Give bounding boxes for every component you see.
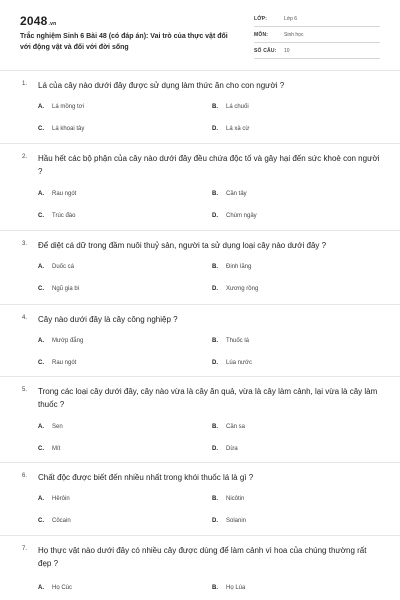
option-text: Lá khoai tây [52, 126, 85, 132]
option-b[interactable] [212, 191, 247, 197]
divider [0, 230, 400, 231]
option-letter: D. [212, 213, 218, 219]
option-b[interactable] [212, 496, 244, 502]
option-letter: A. [38, 338, 44, 344]
option-letter: D. [212, 126, 218, 132]
option-text: Trúc đào [52, 213, 76, 219]
option-letter: A. [38, 424, 44, 430]
meta-value: Sinh học [284, 32, 304, 38]
option-letter: B. [212, 585, 218, 591]
option-d[interactable] [212, 518, 246, 524]
option-letter: C. [38, 286, 44, 292]
divider [0, 143, 400, 144]
option-text: Họ Cúc [52, 585, 73, 591]
page-title: Trắc nghiệm Sinh 6 Bài 48 (có đáp án): Vai trò của thực vật đối với động vật và đối với đời sống [20, 33, 228, 51]
option-text: Hêrôin [52, 496, 70, 502]
option-text: Họ Lúa [226, 585, 246, 591]
option-letter: C. [38, 213, 44, 219]
meta-key: LỚP: [254, 16, 268, 22]
question-number: 4. [22, 315, 28, 321]
option-b[interactable] [212, 424, 245, 430]
option-c[interactable] [38, 518, 71, 524]
option-letter: C. [38, 518, 44, 524]
option-letter: A. [38, 104, 44, 110]
site-logo[interactable] [20, 14, 56, 28]
option-b[interactable] [212, 104, 249, 110]
option-a[interactable] [38, 264, 74, 270]
option-text: Lá mồng tơi [52, 104, 84, 110]
question-text: Cây nào dưới đây là cây công nghiệp ? [38, 315, 178, 324]
option-text: Duốc cá [52, 264, 75, 270]
option-text: Lá chuối [226, 104, 249, 110]
option-text: Lá xà cừ [226, 126, 250, 132]
option-text: Cần tây [226, 191, 247, 197]
logo-suffix: .vn [48, 21, 57, 27]
meta-key: SỐ CÂU: [254, 48, 277, 54]
question-text: Lá của cây nào dưới đây được sử dụng làm thức ăn cho con người ? [38, 81, 285, 90]
option-d[interactable] [212, 286, 258, 292]
meta-row-subject [254, 30, 380, 43]
option-text: Sen [52, 424, 63, 430]
option-letter: A. [38, 496, 44, 502]
option-d[interactable] [212, 126, 249, 132]
question-text: Chất độc được biết đến nhiều nhất trong khói thuốc lá là gì ? [38, 473, 254, 482]
option-b[interactable] [212, 585, 245, 591]
divider [0, 535, 400, 536]
meta-box [254, 14, 380, 62]
option-text: Mít [52, 446, 61, 452]
divider [0, 304, 400, 305]
option-letter: C. [38, 126, 44, 132]
option-letter: D. [212, 360, 218, 366]
meta-value: 10 [284, 48, 290, 54]
option-letter: B. [212, 496, 218, 502]
option-text: Xương rồng [226, 286, 259, 292]
option-text: Dừa [226, 446, 238, 452]
option-a[interactable] [38, 191, 76, 197]
option-letter: A. [38, 264, 44, 270]
question-number: 5. [22, 387, 28, 393]
option-letter: B. [212, 191, 218, 197]
option-letter: D. [212, 518, 218, 524]
logo-text: 2048 [20, 14, 48, 28]
question-text: Họ thực vật nào dưới đây có nhiều cây được dùng để làm cảnh vì hoa của chúng thường rất đẹp ? [38, 546, 367, 568]
option-text: Thuốc lá [226, 338, 250, 344]
option-letter: D. [212, 446, 218, 452]
divider [0, 462, 400, 463]
option-a[interactable] [38, 338, 83, 344]
option-text: Ngũ gia bì [52, 286, 80, 292]
option-c[interactable] [38, 446, 60, 452]
option-c[interactable] [38, 360, 76, 366]
option-text: Lúa nước [226, 360, 252, 366]
option-letter: B. [212, 264, 218, 270]
question-text: Trong các loại cây dưới đây, cây nào vừa là cây ăn quả, vừa là cây làm cảnh, lại vừa là cây làm thuốc ? [38, 387, 378, 409]
option-text: Nicôtin [226, 496, 245, 502]
option-text: Rau ngót [52, 360, 77, 366]
document-header [0, 0, 400, 70]
option-c[interactable] [38, 126, 84, 132]
option-text: Mướp đắng [52, 338, 84, 344]
question-number: 7. [22, 546, 28, 552]
question-text: Để diệt cá dữ trong đầm nuôi thuỷ sản, người ta sử dụng loại cây nào dưới đây ? [38, 241, 327, 250]
option-letter: A. [38, 191, 44, 197]
option-a[interactable] [38, 104, 84, 110]
option-letter: B. [212, 424, 218, 430]
option-letter: D. [212, 286, 218, 292]
option-d[interactable] [212, 213, 257, 219]
question-text: Hầu hết các bộ phận của cây nào dưới đây đều chứa độc tố và gây hại đến sức khoẻ con người ? [38, 154, 380, 176]
option-text: Rau ngót [52, 191, 77, 197]
option-text: Chùm ngây [226, 213, 257, 219]
divider [0, 376, 400, 377]
meta-value: Lớp 6 [284, 16, 298, 22]
meta-row-count [254, 46, 380, 59]
option-letter: A. [38, 585, 44, 591]
option-c[interactable] [38, 213, 75, 219]
option-text: Cần sa [226, 424, 246, 430]
option-letter: B. [212, 104, 218, 110]
option-a[interactable] [38, 585, 72, 591]
option-text: Solanin [226, 518, 247, 524]
meta-row-grade [254, 14, 380, 27]
question-number: 2. [22, 154, 28, 160]
divider [0, 70, 400, 71]
option-text: Đinh lăng [226, 264, 252, 270]
option-d[interactable] [212, 360, 252, 366]
meta-key: MÔN: [254, 32, 269, 38]
option-letter: B. [212, 338, 218, 344]
option-letter: C. [38, 360, 44, 366]
option-text: Côcain [52, 518, 71, 524]
option-a[interactable] [38, 496, 70, 502]
option-letter: C. [38, 446, 44, 452]
option-b[interactable] [212, 264, 251, 270]
option-c[interactable] [38, 286, 79, 292]
question-number: 1. [22, 81, 28, 87]
option-d[interactable] [212, 446, 238, 452]
question-number: 3. [22, 241, 28, 247]
question-number: 6. [22, 473, 28, 479]
option-a[interactable] [38, 424, 63, 430]
option-b[interactable] [212, 338, 249, 344]
